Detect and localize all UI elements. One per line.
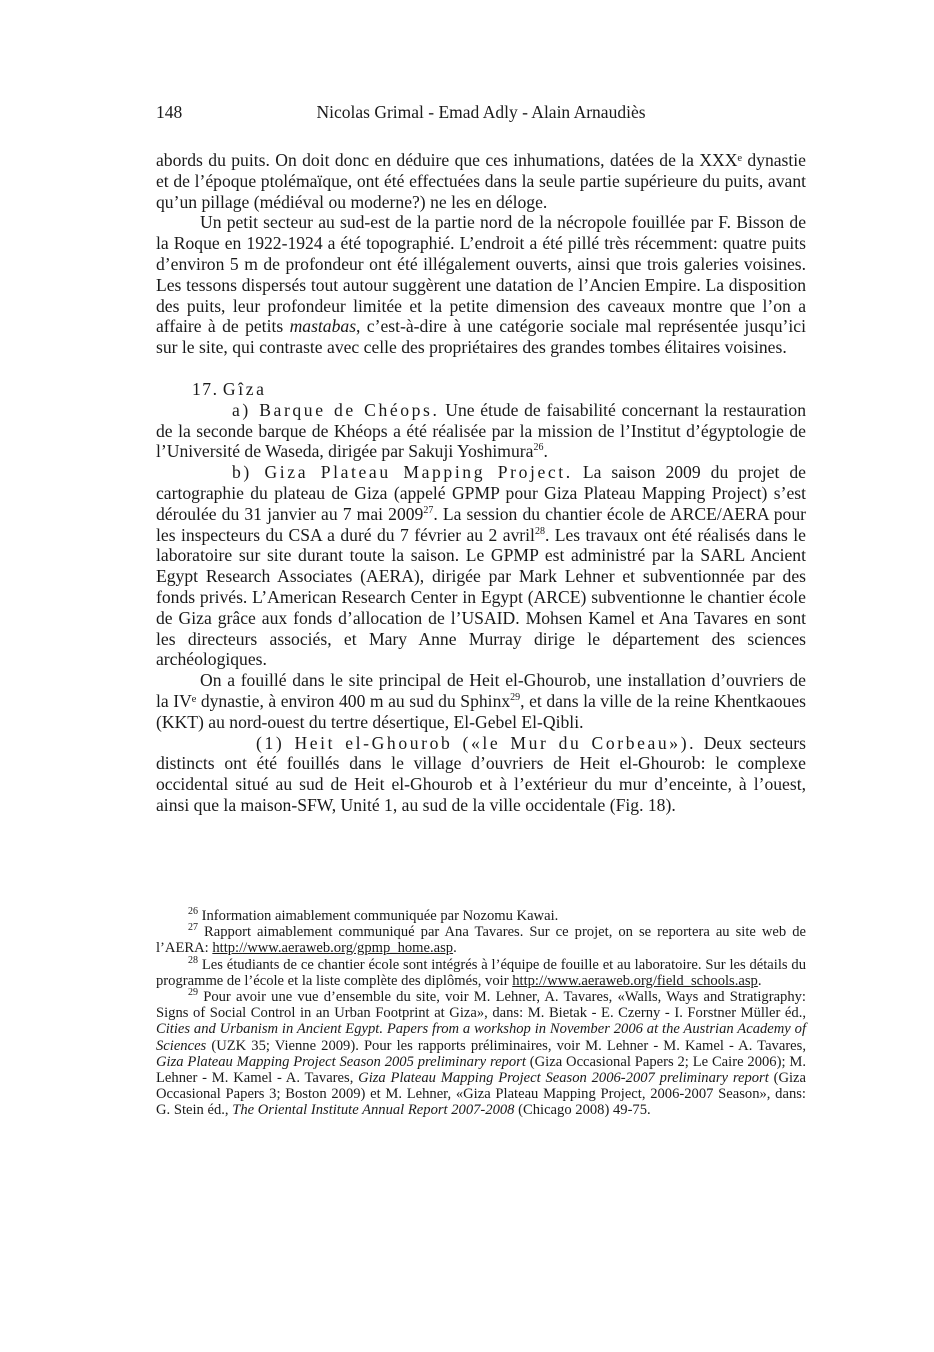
footnote-26: $^{26}$ Information aimablement communiquée par Nozomu Kawai.	[188, 906, 559, 924]
footnote-ref: 28	[534, 525, 545, 537]
footnote-ref: 29	[510, 692, 521, 704]
body-text	[156, 150, 806, 816]
subsection-label-1: (1) Heit el-Ghourob («le Mur du Corbeau»).	[256, 732, 697, 753]
paragraph-continuation: abords du puits. On doit donc en déduire que ces inhumations, datées de la XXXᵉ dynastie et de l’époque ptolémaïque, ont été effectuées dans la seule partie supérieure du puits, avant qu’un pillage (médiéval ou moderne?) ne les en déloge.	[156, 150, 806, 212]
section-heading	[156, 379, 806, 400]
subsection-label-b: b) Giza Plateau Mapping Project.	[232, 462, 573, 483]
italic-term: mastabas	[289, 316, 357, 337]
paragraph-excavation: On a fouillé dans le site principal de Heit el-Ghourob, une installation d’ouvriers de la IVᵉ dynastie, à environ 400 m au sud du Sphinx$^{29}$, et dans la ville de la reine Khentkaoues (KKT) au nord-ouest du tertre désertique, El-Gebel El-Qibli.	[156, 670, 806, 732]
footnote-28: $^{28}$ Les étudiants de ce chantier école sont intégrés à l’équipe de fouille et au laboratoire. Sur les détails du programme de l’école et la liste complète des diplômés, voir http://www.aeraweb.org/field_schools.asp.	[156, 954, 806, 989]
section-number: 17.	[192, 378, 219, 399]
page-number: 148	[156, 102, 183, 122]
aera-gpmp-link[interactable]: http://www.aeraweb.org/gpmp_home.asp	[212, 940, 454, 957]
footnote-27: $^{27}$ Rapport aimablement communiqué par Ana Tavares. Sur ce projet, on se reportera au site web de l’AERA: http://www.aeraweb.org/gpmp_home.asp.	[156, 922, 806, 957]
paragraph-gpmp: b) Giza Plateau Mapping Project. La saison 2009 du projet de cartographie du plateau de Giza (appelé GPMP pour Giza Plateau Mapping Project) s’est déroulée du 31 janvier au 7 mai 2009$^{27}$. La session du chantier école de ARCE/AERA pour les inspecteurs du CSA a duré du 7 février au 2 avril$^{28}$. Les travaux ont été réalisés dans le laboratoire sur site durant toute la saison. Le GPMP est administré par la SARL Ancient Egypt Research Associates (AERA), dirigée par Mark Lehner et subventionnée par des fonds privés. L’American Research Center in Egypt (ARCE) subventionne le chantier école de Giza grâce aux fonds d’allocation de l’USAID. Mohsen Kamel et Ana Tavares en sont les directeurs associés, et Mary Anne Murray dirige le département des sciences archéologiques.	[156, 462, 806, 670]
footnote-ref: 27	[423, 504, 434, 516]
running-head	[156, 100, 806, 124]
paragraph-sector: Un petit secteur au sud-est de la partie nord de la nécropole fouillée par F. Bisson de la Roque en 1922-1924 a été topographié. L’endroit a été pillé très récemment: quatre puits d’environ 5 m de profondeur ont été illégalement ouverts, ainsi que trois galeries voisines. Les tessons dispersés tout autour suggèrent une datation de l’Ancien Empire. La disposition des puits, leur profondeur limitée et la petite dimension des caveaux montre que l’on a affaire à de petits mastabas, c’est-à-dire à une catégorie sociale mal représentée jusqu’ici sur le site, qui contraste avec celle des propriétaires des grandes tombes élitaires voisines.	[156, 212, 806, 358]
footnote-29: $^{29}$ Pour avoir une vue d’ensemble du site, voir M. Lehner, A. Tavares, «Walls, Ways and Stratigraphy: Signs of Social Control in an Urban Footprint at Giza», dans: M. Bietak - E. Czerny - I. Forstner Müller éd., Cities and Urbanism in Ancient Egypt. Papers from a workshop in November 2006 at the Austrian Academy of Sciences (UZK 35; Vienne 2009). Pour les rapports préliminaires, voir M. Lehner - M. Kamel - A. Tavares, Giza Plateau Mapping Project Season 2005 preliminary report (Giza Occasional Papers 2; Le Caire 2006); M. Lehner - M. Kamel - A. Tavares, Giza Plateau Mapping Project Season 2006-2007 preliminary report (Giza Occasional Papers 3; Boston 2009) et M. Lehner, «Giza Plateau Mapping Project, 2006-2007 Season», dans: G. Stein éd., The Oriental Institute Annual Report 2007-2008 (Chicago 2008) 49-75.	[156, 987, 806, 1119]
section-title: Gîza	[222, 378, 267, 399]
paragraph-heit-el-ghourob: (1) Heit el-Ghourob («le Mur du Corbeau»). Deux secteurs distincts ont été fouillés dans le village d’ouvriers de Heit el-Ghourob: le complexe occidental situé au sud de Heit el-Ghourob et à l’extérieur du mur d’enceinte, à l’ouest, ainsi que la maison-SFW, Unité 1, au sud de la ville occidentale (Fig. 18).	[156, 732, 806, 815]
subsection-label-a: a) Barque de Chéops.	[232, 399, 440, 420]
aera-field-schools-link[interactable]: http://www.aeraweb.org/field_schools.asp	[512, 972, 758, 989]
footnote-ref: 26	[533, 442, 544, 454]
paragraph-barque: a) Barque de Chéops. Une étude de faisabilité concernant la restauration de la seconde barque de Khéops a été réalisée par la mission de l’Institut d’égyptologie de l’Université de Waseda, dirigée par Sakuji Yoshimura$^{26}$.	[156, 399, 806, 462]
footnotes	[156, 908, 806, 1119]
header-authors: Nicolas Grimal - Emad Adly - Alain Arnaudiès	[316, 102, 646, 122]
